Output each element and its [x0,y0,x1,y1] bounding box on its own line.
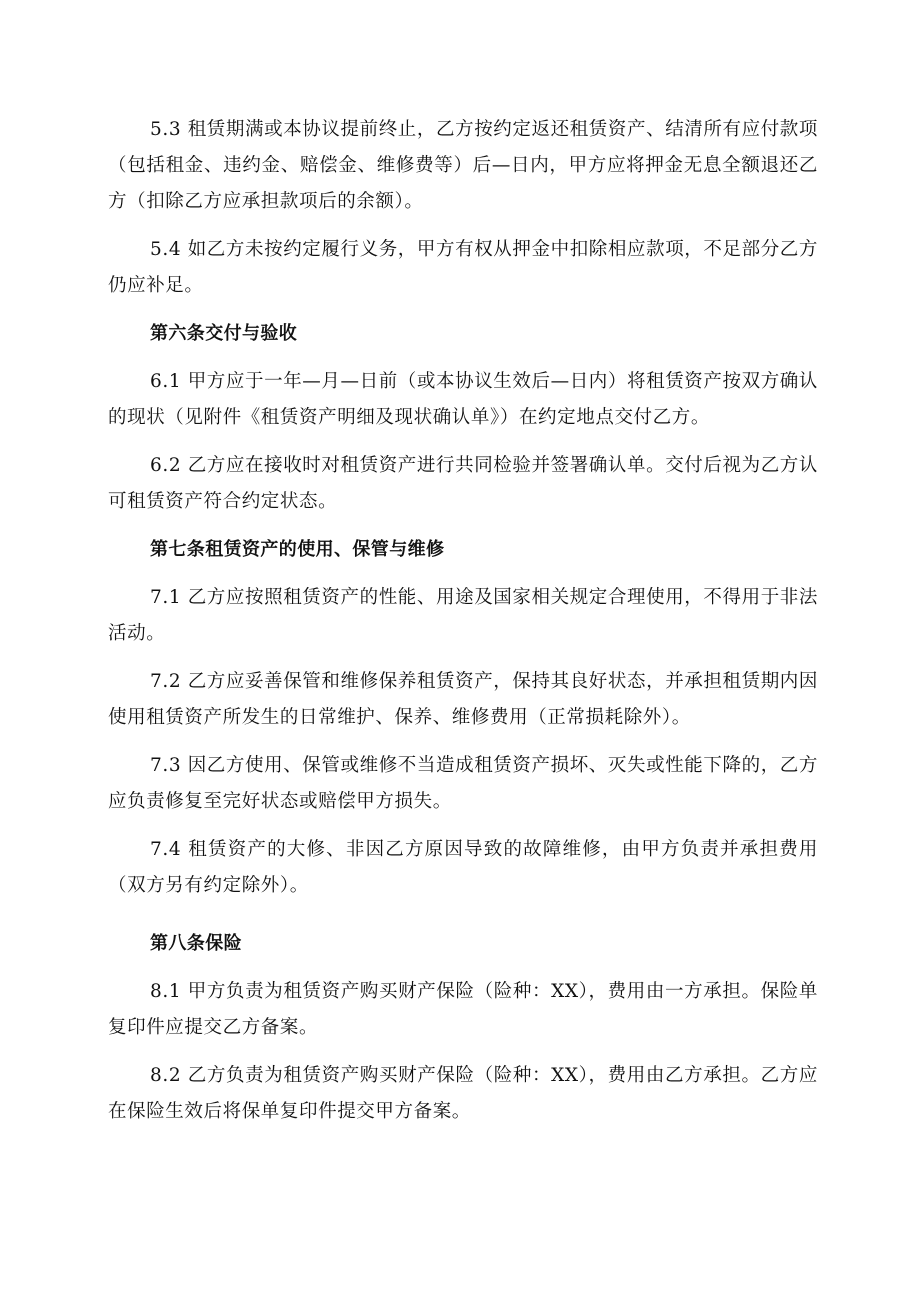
clause-6-1: 6.1 甲方应于一年—月—日前（或本协议生效后—日内）将租赁资产按双方确认的现状（见附件《租赁资产明细及现状确认单》）在约定地点交付乙方。 [108,371,819,428]
clause-8-1: 8.1 甲方负责为租赁资产购买财产保险（险种：XX），费用由一方承担。保险单复印件应提交乙方备案。 [108,981,818,1038]
article-8-heading: 第八条保险 [150,933,242,954]
clause-7-3: 7.3 因乙方使用、保管或维修不当造成租赁资产损坏、灭失或性能下降的，乙方应负责修复至完好状态或赔偿甲方损失。 [108,755,819,812]
document-page [108,112,818,1142]
clause-5-4: 5.4 如乙方未按约定履行义务，甲方有权从押金中扣除相应款项，不足部分乙方仍应补足。 [108,239,819,296]
article-6-heading: 第六条交付与验收 [150,323,298,344]
clause-7-4: 7.4 租赁资产的大修、非因乙方原因导致的故障维修，由甲方负责并承担费用（双方另有约定除外）。 [108,839,818,896]
clause-6-2: 6.2 乙方应在接收时对租赁资产进行共同检验并签署确认单。交付后视为乙方认可租赁资产符合约定状态。 [108,455,819,512]
clause-5-3: 5.3 租赁期满或本协议提前终止，乙方按约定返还租赁资产、结清所有应付款项（包括租金、违约金、赔偿金、维修费等）后—日内，甲方应将押金无息全额退还乙方（扣除乙方应承担款项后的余额）。 [108,119,819,212]
clause-8-2: 8.2 乙方负责为租赁资产购买财产保险（险种：XX），费用由乙方承担。乙方应在保险生效后将保单复印件提交甲方备案。 [108,1065,818,1122]
clause-7-2: 7.2 乙方应妥善保管和维修保养租赁资产，保持其良好状态，并承担租赁期内因使用租赁资产所发生的日常维护、保养、维修费用（正常损耗除外）。 [108,671,819,728]
clause-7-1: 7.1 乙方应按照租赁资产的性能、用途及国家相关规定合理使用，不得用于非法活动。 [108,587,819,644]
article-7-heading: 第七条租赁资产的使用、保管与维修 [150,539,445,560]
